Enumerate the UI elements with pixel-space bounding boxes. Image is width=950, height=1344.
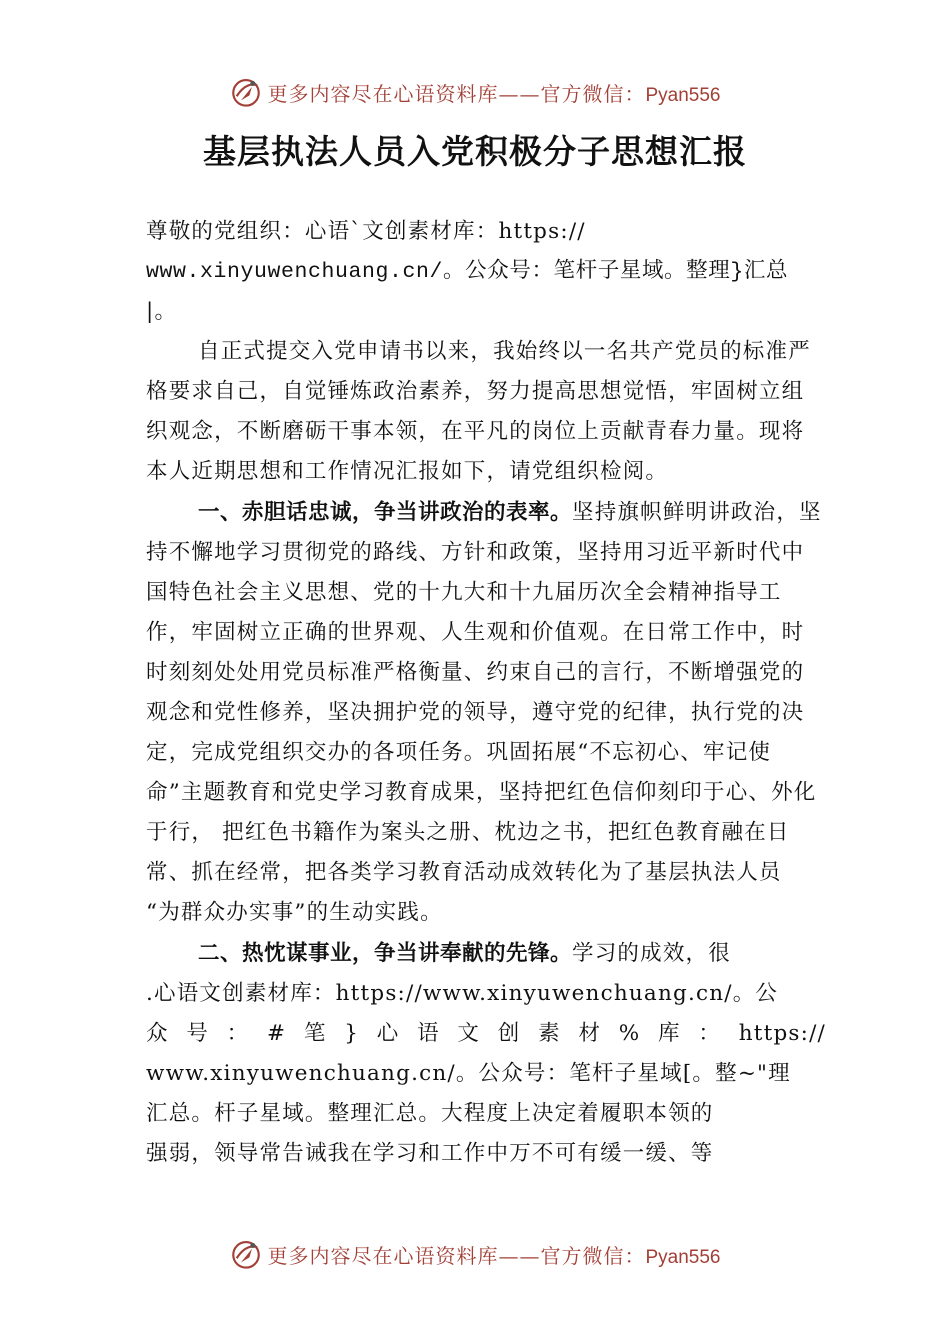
section-1-paragraph: [146, 492, 826, 893]
section-2-line-6: 强弱，领导常告诫我在学习和工作中万不可有缓一缓、等: [146, 1141, 714, 1166]
header-wechat-id: Pyan556: [645, 84, 721, 106]
section-1-body: 坚持旗帜鲜明讲政治，坚持不懈地学习贯彻党的路线、方针和政策，坚持用习近平新时代中国特色社会主义思想、党的十九大和十九届历次全会精神指导工作，牢固树立正确的世界观、人生观和价值观。在日常工作中，时时刻刻处处用党员标准严格衡量、约束自己的言行，不断增强党的观念和党性修养，坚决拥护党的领导，遵守党的纪律，执行党的决定，完成党组织交办的各项任务。巩固拓展“不忘初心、牢记使命”主题教育和党史学习教育成果，坚持把红色信仰刻印于心、外化于行， 把红色书籍作为案头之册、枕边之书，把红色教育融在日常、抓在经常，把各类学习教育活动成效转化为了基层执法人员: [146, 500, 822, 885]
section-2-line-5: 汇总。杆子星域。整理汇总。大程度上决定着履职本领的: [146, 1101, 714, 1126]
section-1-body-end: “为群众办实事”的生动实践。: [146, 900, 443, 925]
header-banner-text: 更多内容尽在心语资料库——官方微信：Pyan556: [267, 81, 721, 106]
intro-paragraph: 自正式提交入党申请书以来，我始终以一名共产党员的标准严格要求自己，自觉锤炼政治素养，努力提高思想觉悟，牢固树立组织观念，不断磨砺干事本领，在平凡的岗位上贡献青春力量。现将本人近期思想和工作情况汇报如下，请党组织检阅。: [146, 339, 811, 484]
section-1-heading: 一、赤胆话忠诚，争当讲政治的表率。: [198, 500, 573, 524]
brand-logo-icon: [229, 1237, 263, 1271]
section-2-line-2: .心语文创素材库：https://www.xinyuwenchuang.cn/。公: [146, 981, 779, 1006]
salutation-line-3: |。: [146, 299, 178, 324]
section-2-body-start: 学习的成效，很: [572, 941, 731, 966]
brand-logo-icon: [229, 75, 263, 109]
header-watermark-banner: [0, 72, 950, 112]
section-2-line-4: www.xinyuwenchuang.cn/。公众号：笔杆子星域[。整~"理: [146, 1061, 791, 1086]
section-2-paragraph: [146, 933, 826, 974]
footer-watermark-banner: [0, 1234, 950, 1274]
salutation-line-2: www.xinyuwenchuang.cn/。公众号：笔杆子星域。整理}汇总: [146, 260, 789, 284]
salutation-line-1: 尊敬的党组织：心语`文创素材库：https://: [146, 219, 586, 244]
section-2-heading: 二、热忱谋事业，争当讲奉献的先锋。: [198, 941, 573, 965]
footer-wechat-id: Pyan556: [645, 1246, 721, 1268]
footer-banner-text: 更多内容尽在心语资料库——官方微信：Pyan556: [267, 1243, 721, 1268]
document-body: [146, 212, 826, 1174]
document-title: 基层执法人员入党积极分子思想汇报: [203, 133, 747, 170]
section-2-line-3: 众号：#笔}心语文创素材%库：https://: [146, 1021, 826, 1046]
